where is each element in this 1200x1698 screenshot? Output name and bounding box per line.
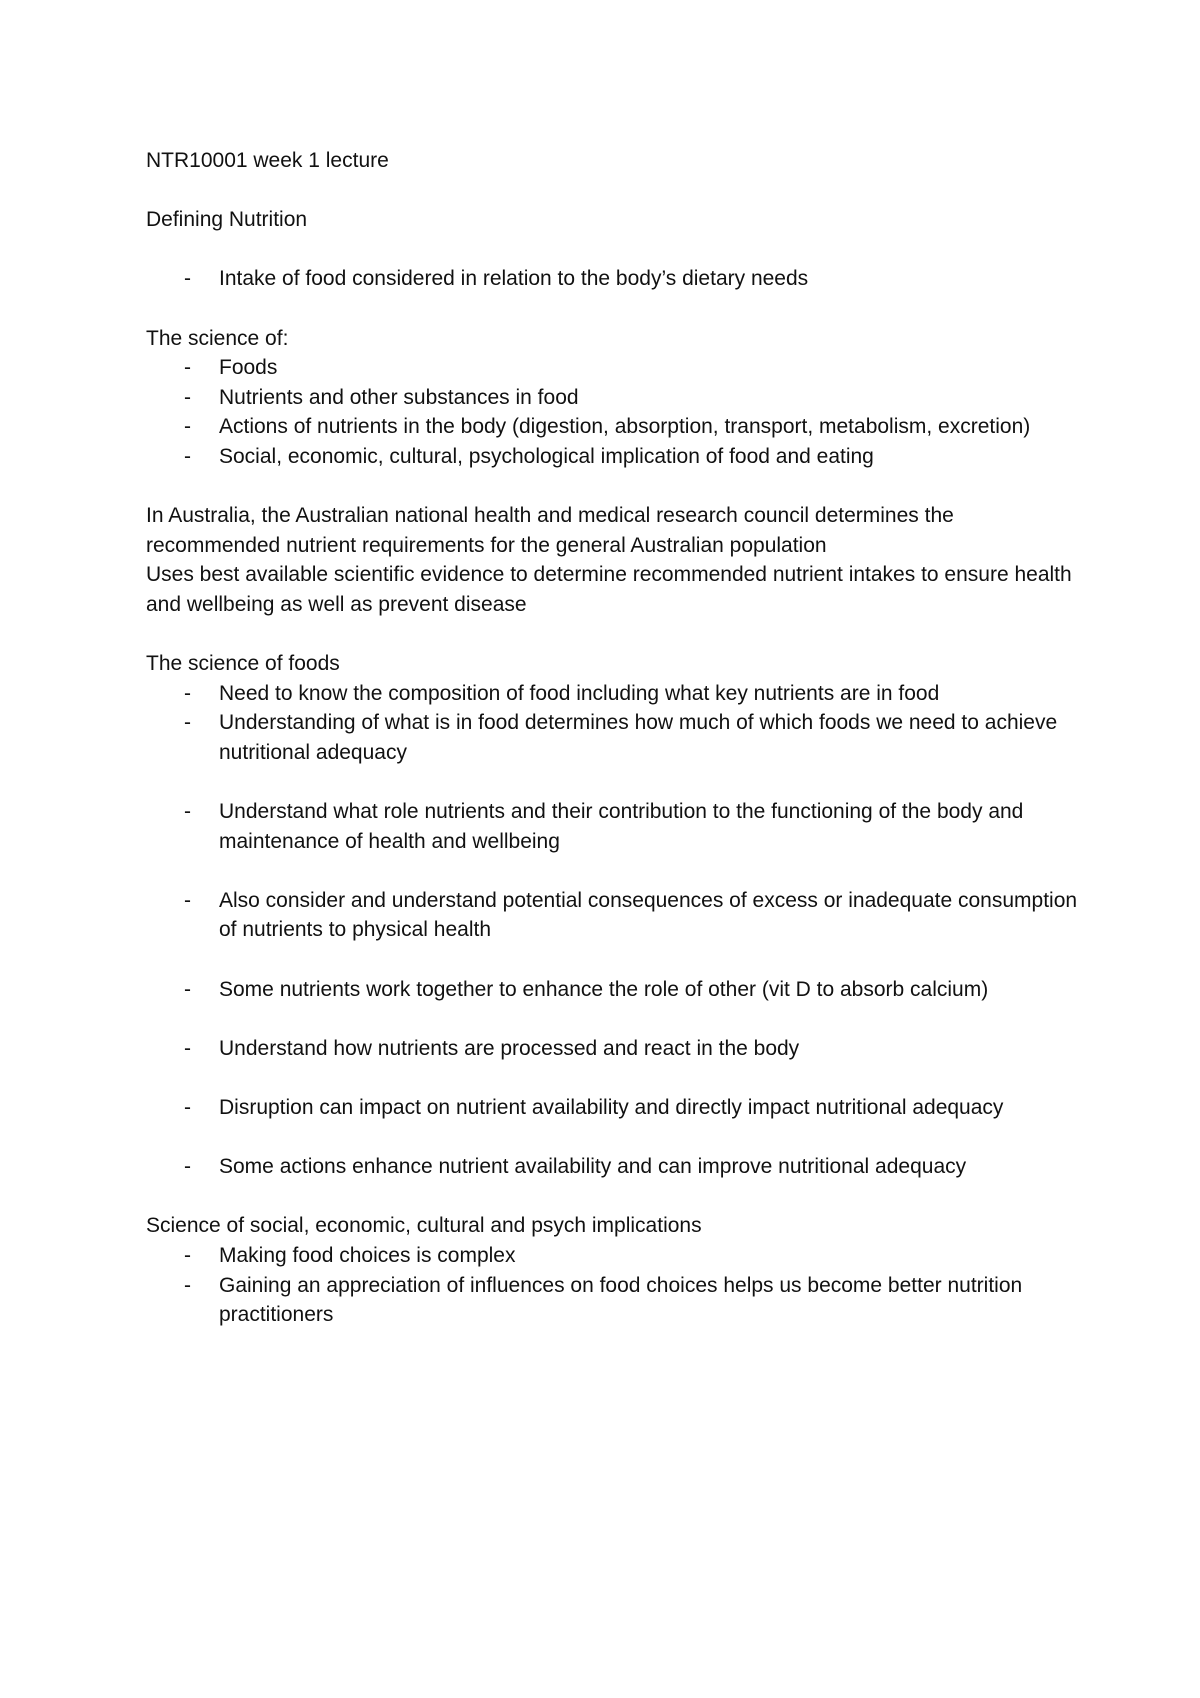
list-item: - Also consider and understand potential consequences of excess or inadequate consumption of nutrients to physical health [146,886,1086,945]
document-title: NTR10001 week 1 lecture [146,149,389,172]
evidence-paragraph: Uses best available scientific evidence to determine recommended nutrient intakes to ensure health and wellbeing as well as prevent disease [146,563,1072,616]
list-item: - Some nutrients work together to enhance the role of other (vit D to absorb calcium) [146,975,1086,1005]
list-item: - Foods [146,353,1086,383]
section-heading-defining-nutrition: Defining Nutrition [146,208,308,232]
section-heading-science-of-foods: The science of foods [146,652,340,676]
list-item: - Intake of food considered in relation to the body’s dietary needs [146,264,1086,294]
social-implications-list [146,1241,1086,1330]
list-item: - Understanding of what is in food determines how much of which foods we need to achieve nutritional adequacy [146,708,1086,767]
section-heading-social-implications: Science of social, economic, cultural and psych implications [146,1214,702,1238]
list-item: - Gaining an appreciation of influences on food choices helps us become better nutrition practitioners [146,1271,1086,1330]
australia-paragraph: In Australia, the Australian national health and medical research council determines the recommended nutrient requirements for the general Australian population [146,504,954,557]
list-item: - Social, economic, cultural, psychological implication of food and eating [146,442,1086,472]
list-item: - Actions of nutrients in the body (digestion, absorption, transport, metabolism, excretion) [146,412,1086,442]
science-of-list [146,353,1086,471]
list-item: - Understand how nutrients are processed and react in the body [146,1034,1086,1064]
section-heading-science-of: The science of: [146,326,289,350]
list-item: - Nutrients and other substances in food [146,383,1086,413]
list-item: - Understand what role nutrients and their contribution to the functioning of the body and maintenance of health and wellbeing [146,797,1086,856]
defining-nutrition-list [146,264,1086,294]
list-item: - Need to know the composition of food including what key nutrients are in food [146,679,1086,709]
science-of-foods-list [146,679,1086,1182]
list-item: - Making food choices is complex [146,1241,1086,1271]
list-item: - Some actions enhance nutrient availability and can improve nutritional adequacy [146,1152,1086,1182]
document-body [146,146,1086,1330]
list-item: - Disruption can impact on nutrient availability and directly impact nutritional adequacy [146,1093,1086,1123]
